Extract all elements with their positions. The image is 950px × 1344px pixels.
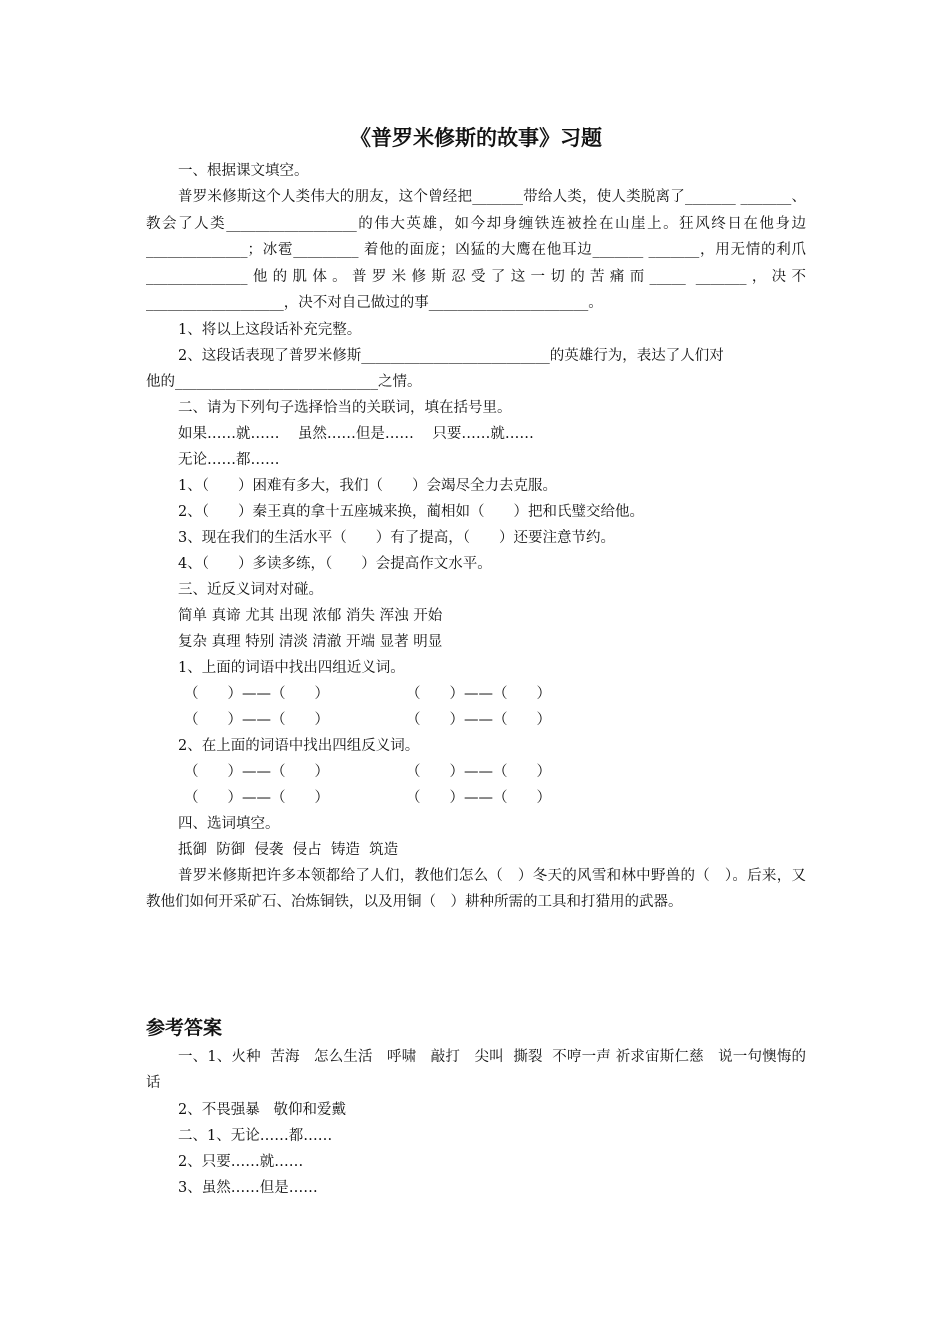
pair-blank: （ ）——（ ） [184, 711, 329, 728]
antonym-pairs-row [146, 759, 806, 785]
synonym-pairs-row [146, 681, 806, 707]
spacer [146, 916, 806, 1008]
pair-blank: （ ）——（ ） [184, 685, 329, 702]
pair-blank: （ ）——（ ） [406, 711, 551, 728]
conjunction-options-line2: 无论……都…… [178, 451, 280, 468]
conjunction-options-line1: 如果……就…… 虽然……但是…… 只要……就…… [178, 425, 534, 442]
pair-blank: （ ）——（ ） [406, 763, 551, 780]
answers-heading: 参考答案 [146, 1016, 223, 1039]
section3-heading: 三、近反义词对对碰。 [178, 581, 323, 598]
synonym-pairs-row [146, 707, 806, 733]
answer-line: 一、1、火种 苦海 怎么生活 呼啸 敲打 尖叫 撕裂 不哼一声 祈求宙斯仁慈 说一句懊悔的话 [146, 1048, 806, 1091]
section1-heading: 一、根据课文填空。 [178, 163, 309, 179]
page-title: 《普罗米修斯的故事》习题 [350, 125, 602, 150]
pair-blank: （ ）——（ ） [406, 789, 551, 806]
fill-in-paragraph: 普罗米修斯这个人类伟大的朋友，这个曾经把_______带给人类，使人类脱离了_______ _______、教会了人类__________________的伟大英雄，如今却身缠铁连被拴在山崖上。狂风终日在他身边______________；冰雹_________ 着他的面庞；凶猛的大鹰在他耳边_______ _______，用无情的利爪______________他的肌体。普罗米修斯忍受了这一切的苦痛而_____ _______，决不___________________，决不对自己做过的事______________________。 [146, 189, 806, 311]
section1-question1: 1、将以上这段话补充完整。 [178, 321, 362, 338]
section4-heading: 四、选词填空。 [178, 815, 280, 832]
section1-question2-line1: 2、这段话表现了普罗米修斯__________________________的英雄行为，表达了人们对 [178, 347, 724, 364]
antonym-pairs-row [146, 785, 806, 811]
answer-line: 二、1、无论……都…… [178, 1127, 333, 1144]
word-choices: 抵御 防御 侵袭 侵占 铸造 筑造 [178, 841, 399, 858]
section4-paragraph: 普罗米修斯把许多本领都给了人们，教他们怎么（ ）冬天的风雪和林中野兽的（ ）。后来，又教他们如何开采矿石、冶炼铜铁，以及用铜（ ）耕种所需的工具和打猎用的武器。 [146, 867, 806, 910]
antonym-question: 2、在上面的词语中找出四组反义词。 [178, 737, 420, 754]
answer-line: 2、只要……就…… [178, 1153, 304, 1170]
word-list-line1: 简单 真谛 尤其 出现 浓郁 消失 浑浊 开始 [178, 607, 443, 624]
section2-item: 4、（ ）多读多练，（ ）会提高作文水平。 [178, 555, 492, 572]
section2-item: 1、（ ）困难有多大，我们（ ）会竭尽全力去克服。 [178, 477, 557, 494]
section2-item: 2、（ ）秦王真的拿十五座城来换，蔺相如（ ）把和氏璧交给他。 [178, 503, 644, 520]
word-list-line2: 复杂 真理 特别 清淡 清澈 开端 显著 明显 [178, 633, 443, 650]
section2-heading: 二、请为下列句子选择恰当的关联词，填在括号里。 [178, 399, 512, 416]
worksheet-page [146, 120, 806, 1201]
answer-line: 2、不畏强暴 敬仰和爱戴 [178, 1101, 347, 1118]
section1-question2-line2: 他的____________________________之情。 [146, 373, 422, 390]
pair-blank: （ ）——（ ） [406, 685, 551, 702]
answer-line: 3、虽然……但是…… [178, 1179, 318, 1196]
synonym-question: 1、上面的词语中找出四组近义词。 [178, 659, 405, 676]
pair-blank: （ ）——（ ） [184, 789, 329, 806]
section2-item: 3、现在我们的生活水平（ ）有了提高，（ ）还要注意节约。 [178, 529, 615, 546]
pair-blank: （ ）——（ ） [184, 763, 329, 780]
